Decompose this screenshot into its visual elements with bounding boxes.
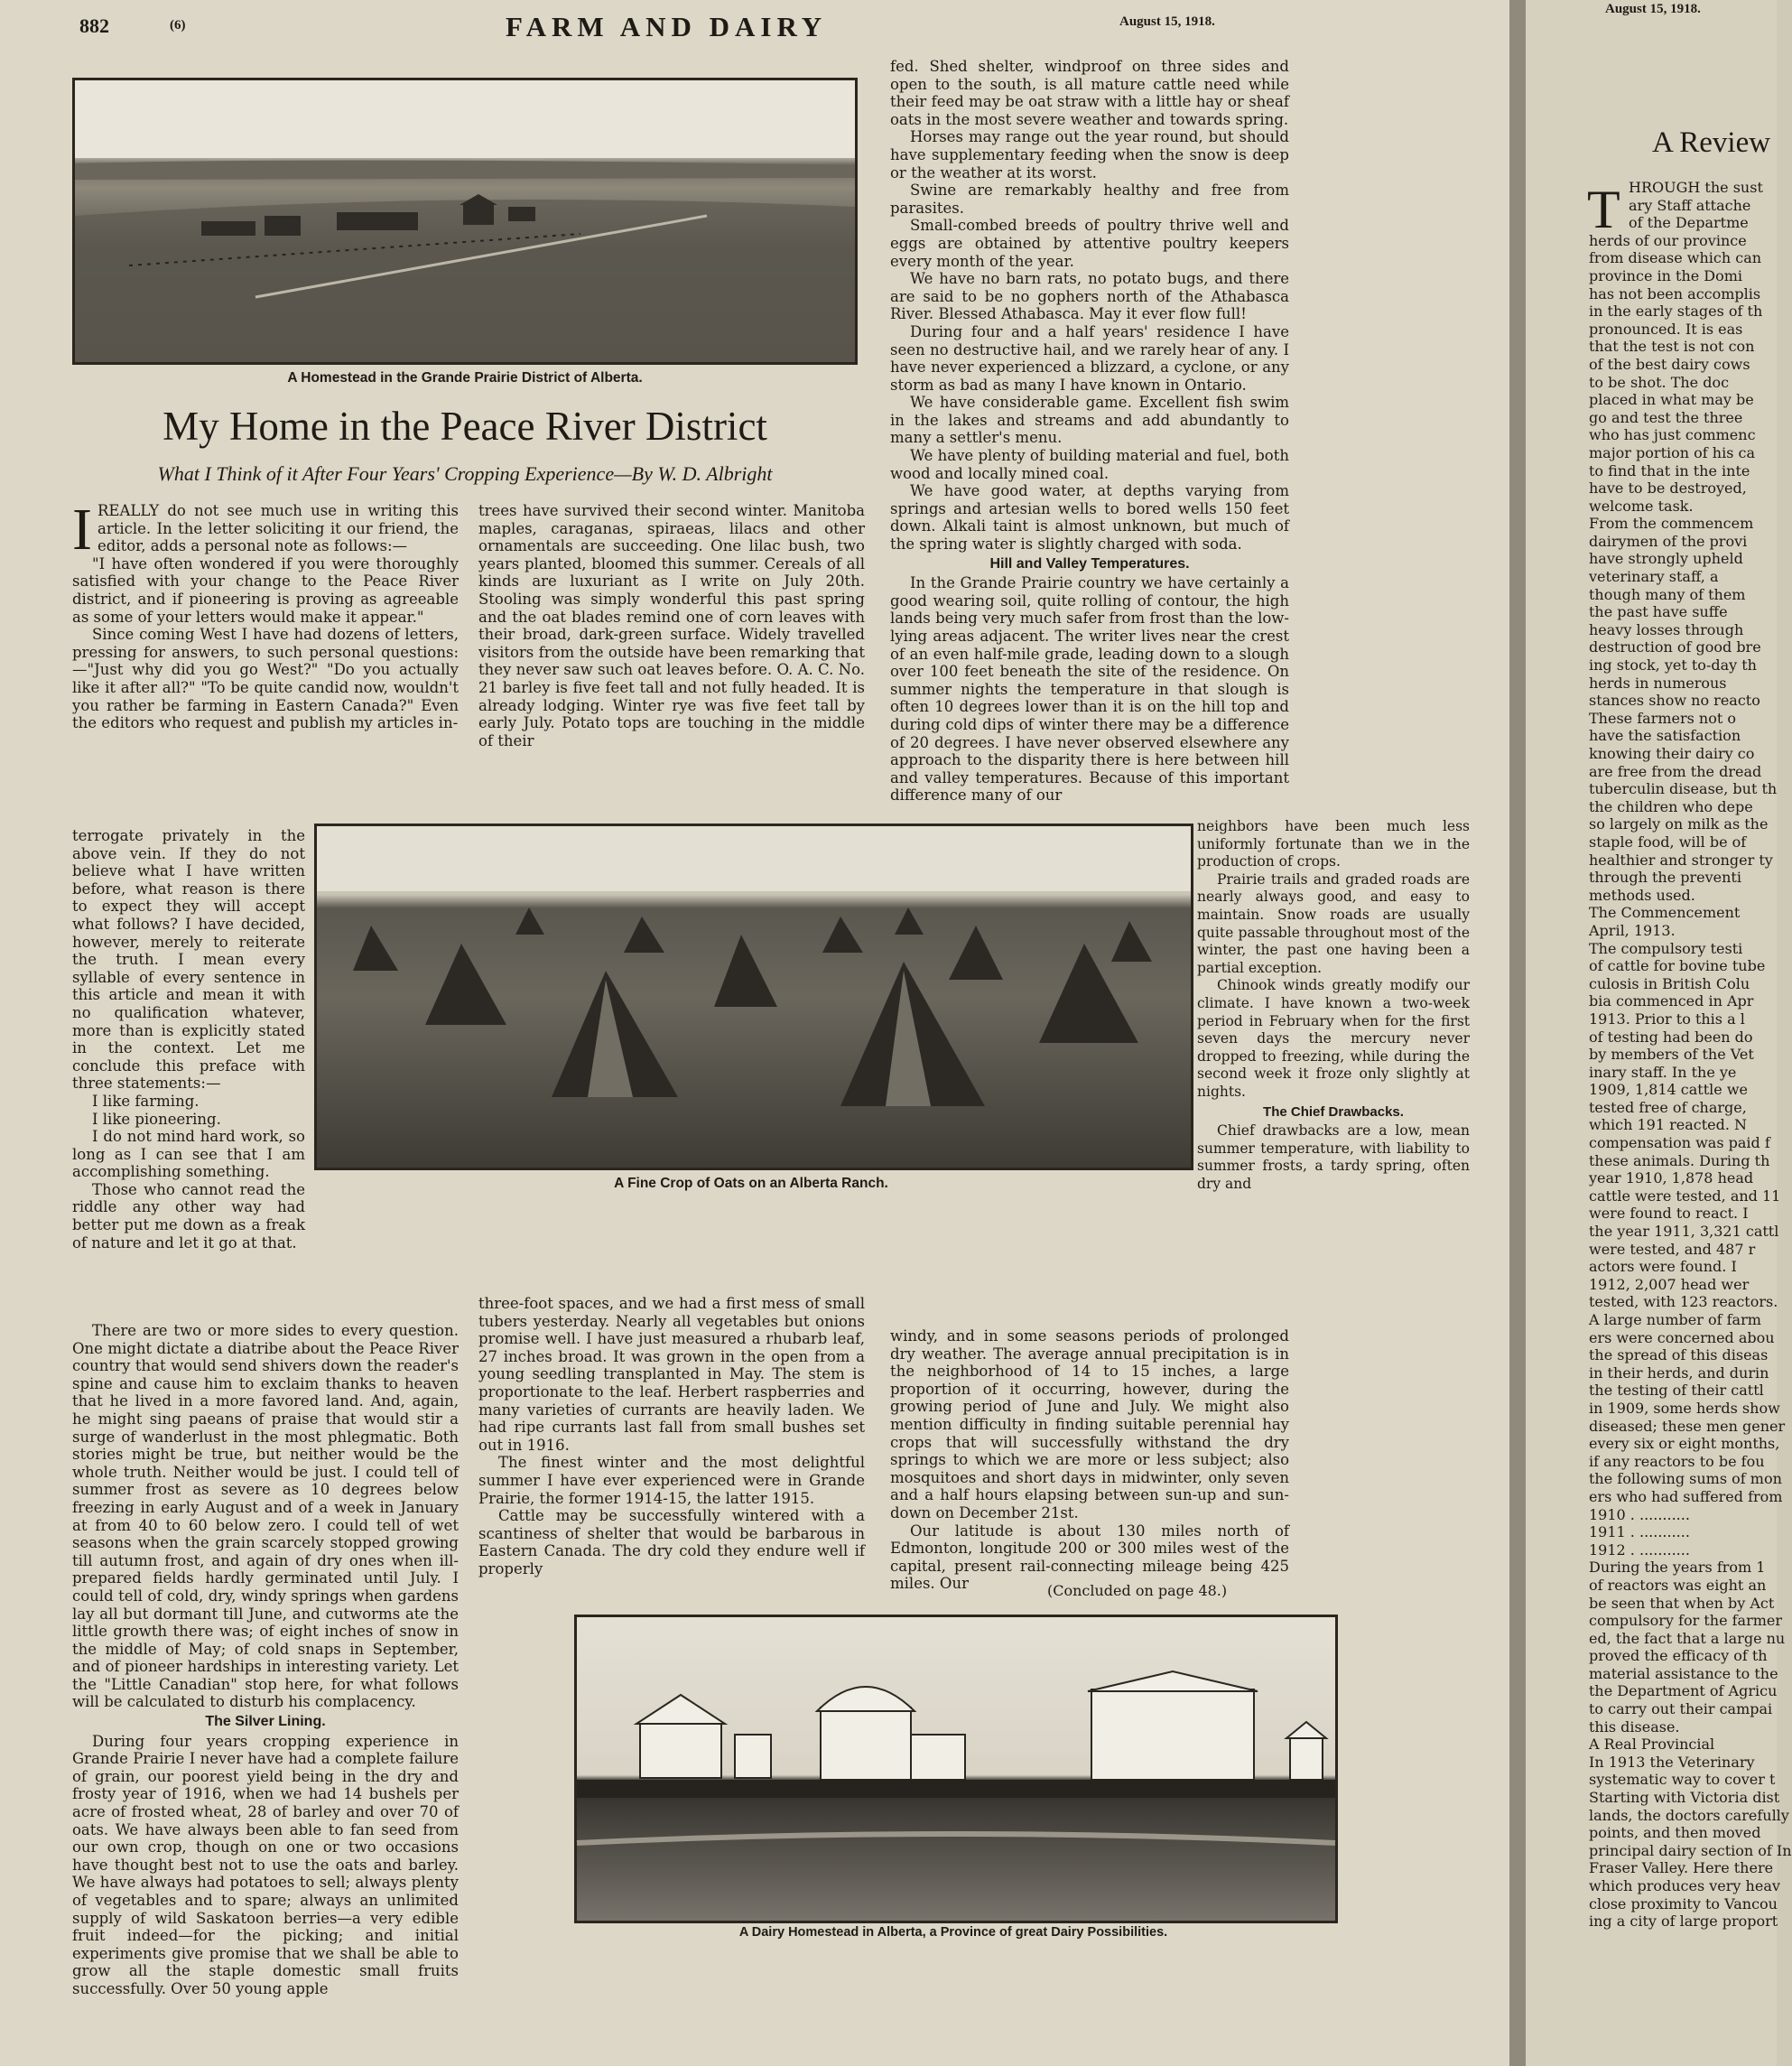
- paragraph: Since coming West I have had dozens of letters, pressing for answers, to such personal questions:—"Just why did you go West?" "Do you actually like it after all?" "To be quite candid now, wouldn't you rather be farming in Eastern Canada?" Even the editors who request and publish my articles in-: [72, 626, 459, 732]
- adjacent-line: the year 1911, 3,321 cattl: [1589, 1223, 1779, 1241]
- column-3-narrow: [1197, 818, 1470, 1324]
- adjacent-line: through the preventi: [1589, 869, 1741, 887]
- adjacent-line: dairymen of the provi: [1589, 532, 1748, 550]
- adjacent-drop-cap: T: [1587, 180, 1620, 239]
- issue-date: August 15, 1918.: [1119, 14, 1215, 29]
- adjacent-line: have the satisfaction: [1589, 727, 1741, 745]
- column-1-bottom: [72, 1322, 459, 1997]
- adjacent-line: major portion of his ca: [1589, 443, 1755, 461]
- adjacent-line: herds of our province: [1589, 231, 1747, 249]
- adjacent-line: in the early stages of th: [1589, 302, 1763, 321]
- adjacent-page-date: August 15, 1918.: [1605, 2, 1701, 16]
- adjacent-line: HROUGH the sust: [1629, 179, 1763, 196]
- paragraph: Our latitude is about 130 miles north of Edmonton, longitude 200 or 300 miles west of the capital, present rail-connecting mileage being 425 miles. Our: [890, 1522, 1289, 1593]
- paragraph: We have considerable game. Excellent fish swim in the lakes and streams and add abundantly to many a settler's menu.: [890, 394, 1289, 447]
- adjacent-line: principal dairy section of In: [1589, 1841, 1792, 1859]
- paragraph: neighbors have been much less uniformly fortunate than we in the production of crops.: [1197, 818, 1470, 870]
- adjacent-line: lands, the doctors carefully: [1589, 1806, 1789, 1824]
- adjacent-line: The Commencement: [1589, 904, 1741, 922]
- adjacent-line: proved the efficacy of th: [1589, 1647, 1768, 1665]
- adjacent-line: close proximity to Vancou: [1589, 1894, 1778, 1912]
- paragraph: We have good water, at depths varying from springs and artesian wells to bored wells 150 feet down. Alkali taint is almost unknown, but much of the spring water is slightly charged with soda.: [890, 482, 1289, 554]
- adjacent-line: From the commencem: [1589, 515, 1754, 533]
- adjacent-line: has not been accomplis: [1589, 284, 1761, 302]
- section-heading: The Chief Drawbacks.: [1263, 1103, 1404, 1120]
- adjacent-line: ing a city of large proport: [1589, 1912, 1778, 1931]
- adjacent-line: the testing of their cattl: [1589, 1382, 1764, 1400]
- adjacent-line: the Department of Agricu: [1589, 1682, 1778, 1700]
- adjacent-line: culosis in British Colu: [1589, 974, 1750, 992]
- adjacent-line: methods used.: [1589, 886, 1695, 904]
- adjacent-line: cattle were tested, and 11: [1589, 1187, 1781, 1205]
- adjacent-line: A large number of farm: [1589, 1311, 1761, 1328]
- paragraph: Prairie trails and graded roads are nearly always good, and easy to maintain. Snow roads are usually quite passable throughout most of the winter, the past one having been a partial exception.: [1197, 870, 1470, 976]
- adjacent-page: [1526, 0, 1792, 2066]
- oats-caption: A Fine Crop of Oats on an Alberta Ranch.: [614, 1176, 888, 1191]
- homestead-photo: [72, 78, 858, 365]
- adjacent-line: every six or eight months,: [1589, 1435, 1780, 1453]
- adjacent-line: are free from the dread: [1589, 762, 1762, 780]
- paragraph: During four and a half years' residence I have seen no destructive hail, and we rarely hear of any. I have never experienced a blizzard, a cyclone, or any storm as bad as many I have known in Ontario.: [890, 322, 1289, 394]
- section-heading: The Silver Lining.: [205, 1714, 326, 1730]
- adjacent-line: the children who depe: [1589, 797, 1753, 815]
- adjacent-line: healthier and stronger ty: [1589, 851, 1773, 869]
- masthead: FARM AND DAIRY: [506, 11, 828, 42]
- paragraph: The finest winter and the most delightful summer I have ever experienced were in Grande Prairie, the former 1914-15, the latter 1915.: [478, 1454, 865, 1507]
- adjacent-line: herds in numerous: [1589, 674, 1727, 692]
- adjacent-line: the past have suffe: [1589, 603, 1728, 621]
- adjacent-line: province in the Domi: [1589, 266, 1743, 284]
- adjacent-line: which 191 reacted. N: [1589, 1116, 1748, 1134]
- adjacent-line: tuberculin disease, but th: [1589, 780, 1778, 798]
- adjacent-line: veterinary staff, a: [1589, 568, 1719, 586]
- adjacent-line: tested, with 123 reactors.: [1589, 1293, 1778, 1311]
- column-3-top: [890, 58, 1289, 816]
- paragraph: Swine are remarkably healthy and free from parasites.: [890, 181, 1289, 217]
- adjacent-line: by members of the Vet: [1589, 1046, 1754, 1064]
- adjacent-line: were tested, and 487 r: [1589, 1240, 1756, 1258]
- section-number: (6): [170, 18, 186, 33]
- adjacent-line: ed, the fact that a large nu: [1589, 1629, 1786, 1647]
- adjacent-line: have strongly upheld: [1589, 550, 1743, 568]
- column-1-top: [72, 497, 459, 863]
- column-2-bottom: [478, 1295, 865, 1575]
- paragraph: We have no barn rats, no potato bugs, and there are said to be no gophers north of the Athabasca River. Blessed Athabasca. May it ever flow full!: [890, 270, 1289, 323]
- adjacent-line: so largely on milk as the: [1589, 815, 1769, 833]
- adjacent-line: tested free of charge,: [1589, 1098, 1747, 1116]
- adjacent-line: systematic way to cover t: [1589, 1771, 1776, 1789]
- adjacent-line: of reactors was eight an: [1589, 1576, 1767, 1594]
- paragraph: In the Grande Prairie country we have certainly a good wearing soil, quite rolling of contour, the high lands being very much safer from frost than the low-lying areas adjacent. The writer lives near the crest of an even half-mile grade, leading down to a slough over 100 feet beneath the site of the residence. On summer nights the temperature in that slough is often 10 degrees lower than it is on the hill top and during cold dips of winter there may be a difference of 20 degrees. I have never observed elsewhere any approach to the disparity there is here between hill and valley temperatures. Because of this important difference many of our: [890, 574, 1289, 805]
- adjacent-line: to be shot. The doc: [1589, 373, 1730, 391]
- adjacent-line: have to be destroyed,: [1589, 479, 1747, 498]
- continued-note: (Concluded on page 48.): [1047, 1582, 1228, 1599]
- dairy-homestead-caption: A Dairy Homestead in Alberta, a Province of great Dairy Possibilities.: [738, 1925, 1168, 1940]
- adjacent-line: 1911 . ...........: [1589, 1523, 1690, 1541]
- adjacent-line: were found to react. I: [1589, 1205, 1749, 1223]
- adjacent-line: ing stock, yet to-day th: [1589, 656, 1757, 675]
- adjacent-line: welcome task.: [1589, 497, 1694, 515]
- adjacent-line: 1910 . ...........: [1589, 1505, 1690, 1523]
- column-1-narrow: [72, 827, 305, 1327]
- paragraph: terrogate privately in the above vein. If they do not believe what I have written before, what reason is there to expect they will accept what follows? I have decided, however, merely to reiterate the truth. I mean every syllable of every sentence in this article and mean it with no qualification whatever, more than is explicitly stated in the context. Let me conclude this preface with three statements:—: [72, 827, 305, 1093]
- dairy-homestead-photo: [574, 1615, 1338, 1923]
- adjacent-line: who has just commenc: [1589, 426, 1756, 444]
- paragraph: We have plenty of building material and fuel, both wood and locally mined coal.: [890, 447, 1289, 482]
- article-subtitle: What I Think of it After Four Years' Cropping Experience—By W. D. Albright: [157, 462, 773, 485]
- adjacent-line: 1909, 1,814 cattle we: [1589, 1081, 1748, 1099]
- statement: I like pioneering.: [92, 1110, 221, 1128]
- section-heading: Hill and Valley Temperatures.: [989, 555, 1190, 572]
- adjacent-line: staple food, will be of: [1589, 833, 1747, 851]
- adjacent-line: which produces very heav: [1589, 1877, 1780, 1894]
- farm-buildings-illustration: [577, 1617, 1335, 1921]
- oats-photo: [314, 824, 1193, 1170]
- adjacent-line: destruction of good bre: [1589, 638, 1761, 656]
- adjacent-article-title: A Review: [1652, 126, 1771, 159]
- adjacent-line: of the Departme: [1629, 214, 1749, 232]
- adjacent-line: be seen that when by Act: [1589, 1594, 1775, 1612]
- adjacent-line: pronounced. It is eas: [1589, 320, 1743, 338]
- oat-stooks-illustration: [317, 826, 1191, 1168]
- adjacent-line: the following sums of mon: [1589, 1470, 1782, 1488]
- homestead-illustration: [75, 80, 855, 362]
- adjacent-line: The compulsory testi: [1589, 939, 1743, 957]
- page-number: 882: [79, 14, 109, 37]
- adjacent-line: compensation was paid f: [1589, 1134, 1770, 1152]
- paragraph: trees have survived their second winter. Manitoba maples, caraganas, spiraeas, lilacs and other ornamentals are succeeding. One lilac bush, two years planted, bloomed this summer. Cereals of all kinds are luxuriant as I write on July 20th. Stooling was simply wonderful this past spring and the oat blades remind one of corn leaves with their broad, dark-green surface. Widely travelled visitors from the outside have been remarking that they never saw such oat leaves before. O. A. C. No. 21 barley is five feet tall and not fully headed. It is already lodging. Winter rye was five feet tall by early July. Potato tops are touching in the middle of their: [478, 502, 865, 749]
- adjacent-line: from disease which can: [1589, 249, 1762, 267]
- adjacent-line: go and test the three: [1589, 408, 1743, 426]
- paragraph: windy, and in some seasons periods of prolonged dry weather. The average annual precipitation is in the neighborhood of 14 to 15 inches, a large proportion of it occurring, however, during the growing period of June and July. We might also mention difficulty in finding suitable perennial hay crops that will successfully withstand the dry springs to which we are more or less subject; also mosquitoes and short days in midwinter, only seven and a half hours elapsing between sun-up and sun-down on December 21st.: [890, 1327, 1289, 1522]
- adjacent-line: that the test is not con: [1589, 338, 1755, 356]
- paragraph: "I have often wondered if you were thoroughly satisfied with your change to the Peace River district, and if pioneering is proving as agreeable as some of your letters would make it appear.": [72, 554, 459, 626]
- adjacent-line: placed in what may be: [1589, 391, 1754, 409]
- adjacent-line: knowing their dairy co: [1589, 745, 1755, 762]
- adjacent-line: of cattle for bovine tube: [1589, 957, 1766, 975]
- page-gutter: [1509, 0, 1526, 2066]
- paragraph: Those who cannot read the riddle any other way had better put me down as a freak of nature and let it go at that.: [72, 1180, 305, 1252]
- paragraph: There are two or more sides to every question. One might dictate a diatribe about the Peace River country that would send shivers down the reader's spine and cause him to exclaim thanks to heaven that he lived in a more favored land. And, again, he might sing paeans of praise that would stir a surge of wanderlust in the most phlegmatic. Both stories might be true, but neither would be the whole truth. Neither would be just. I could tell of summer frost as severe as 10 degrees below freezing in early August and of a week in January at from 40 to 60 below zero. I could tell of wet seasons when the grain scarcely stopped growing till autumn frost, and again of dry ones when ill-prepared fields hardly germinated until July. I could tell of cold, dry, windy springs when gardens lay all but dormant till June, and cutworms ate the little growth there was; of eight inches of snow in the middle of May; of cold snaps in September, and of pioneer hardships in interesting variety. Let the "Little Canadian" stop here, for what follows will be calculated to disturb his complacency.: [72, 1322, 459, 1711]
- adjacent-line: material assistance to the: [1589, 1664, 1778, 1682]
- adjacent-line: to carry out their campai: [1589, 1700, 1773, 1718]
- adjacent-line: 1912, 2,007 head wer: [1589, 1275, 1750, 1293]
- adjacent-line: actors were found. I: [1589, 1258, 1737, 1276]
- adjacent-line: in their herds, and durin: [1589, 1363, 1769, 1382]
- first-paragraph: IREALLY do not see much use in writing this article. In the letter soliciting it our friend, the editor, adds a personal note as follows:—: [72, 497, 459, 563]
- adjacent-line: These farmers not o: [1589, 709, 1736, 727]
- adjacent-line: Starting with Victoria dist: [1589, 1789, 1780, 1807]
- paragraph: Chief drawbacks are a low, mean summer temperature, with liability to summer frosts, a tardy spring, often dry and: [1197, 1122, 1470, 1192]
- adjacent-line: inary staff. In the ye: [1589, 1063, 1737, 1081]
- adjacent-line: in 1909, some herds show: [1589, 1399, 1780, 1417]
- adjacent-line: though many of them: [1589, 585, 1746, 603]
- adjacent-line: year 1910, 1,878 head: [1589, 1169, 1754, 1187]
- column-2-top: [478, 502, 865, 814]
- adjacent-line: A Real Provincial: [1589, 1736, 1715, 1754]
- adjacent-line: 1912 . ...........: [1589, 1540, 1690, 1559]
- adjacent-line: compulsory for the farmer: [1589, 1612, 1783, 1630]
- statement: I do not mind hard work, so long as I can see that I am accomplishing something.: [72, 1128, 305, 1181]
- drop-cap: I: [72, 497, 92, 563]
- adjacent-line: of testing had been do: [1589, 1028, 1753, 1046]
- adjacent-line: points, and then moved: [1589, 1824, 1761, 1842]
- paragraph: three-foot spaces, and we had a first mess of small tubers yesterday. Nearly all vegetables but onions promise well. I have just measured a rhubarb leaf, 27 inches broad. It was grown in the open from a young seedling transplanted in May. The stem is proportionate to the leaf. Herbert raspberries and many varieties of currants are heavily laden. We had ripe currants last fall from small bushes set out in 1916.: [478, 1295, 865, 1454]
- adjacent-line: these animals. During th: [1589, 1151, 1770, 1169]
- adjacent-line: of the best dairy cows: [1589, 355, 1750, 373]
- paragraph: Chinook winds greatly modify our climate. I have known a two-week period in February when for the first seven days the mercury never dropped to freezing, while during the second week it froze only slightly at nights.: [1197, 977, 1470, 1100]
- homestead-caption: A Homestead in the Grande Prairie District of Alberta.: [287, 370, 643, 386]
- adjacent-line: ary Staff attache: [1629, 196, 1751, 214]
- paragraph: Horses may range out the year round, but should have supplementary feeding when the snow is deep or the weather at its worst.: [890, 128, 1289, 181]
- adjacent-line: Fraser Valley. Here there: [1589, 1859, 1774, 1877]
- article-title: My Home in the Peace River District: [162, 404, 767, 449]
- adjacent-line: During the years from 1: [1589, 1559, 1766, 1577]
- paragraph: fed. Shed shelter, windproof on three sides and open to the south, is all mature cattle need while their feed may be oat straw with a little hay or sheaf oats in the most severe weather and towards spring.: [890, 58, 1289, 128]
- adjacent-line: if any reactors to be fou: [1589, 1452, 1765, 1470]
- adjacent-line: diseased; these men gener: [1589, 1417, 1786, 1435]
- adjacent-line: In 1913 the Veterinary: [1589, 1753, 1755, 1771]
- adjacent-line: to find that in the inte: [1589, 461, 1750, 479]
- paragraph: Small-combed breeds of poultry thrive well and eggs are obtained by attentive poultry keepers every month of the year.: [890, 217, 1289, 270]
- paragraph: During four years cropping experience in Grande Prairie I never have had a complete failure of grain, our poorest yield being in the dry and frosty year of 1916, when we had 14 bushels per acre of frosted wheat, 28 of barley and over 70 of oats. We have always been able to fan seed from our own crop, though on one or two occasions have thought best not to use the oats and barley. We have always had potatoes to sell; always plenty of vegetables and to spare; always an unlimited supply of wild Saskatoon berries—a very edible fruit indeed—for the picking; and initial experiments give promise that we shall be able to grow all the staple domestic small fruits successfully. Over 50 young apple: [72, 1732, 459, 1997]
- adjacent-line: April, 1913.: [1589, 921, 1676, 939]
- paragraph: Cattle may be successfully wintered with a scantiness of shelter that would be barbarous in Eastern Canada. The dry cold they endure well if properly: [478, 1507, 865, 1577]
- adjacent-line: stances show no reacto: [1589, 692, 1760, 710]
- adjacent-line: heavy losses through: [1589, 620, 1744, 638]
- adjacent-line: this disease.: [1589, 1717, 1680, 1736]
- adjacent-column: [1589, 179, 1792, 1931]
- adjacent-line: ers were concerned abou: [1589, 1328, 1775, 1346]
- adjacent-line: bia commenced in Apr: [1589, 992, 1754, 1010]
- statement: I like farming.: [92, 1092, 200, 1110]
- adjacent-line: the spread of this diseas: [1589, 1346, 1769, 1364]
- adjacent-line: ers who had suffered from: [1589, 1487, 1783, 1505]
- adjacent-line: 1913. Prior to this a l: [1589, 1010, 1745, 1028]
